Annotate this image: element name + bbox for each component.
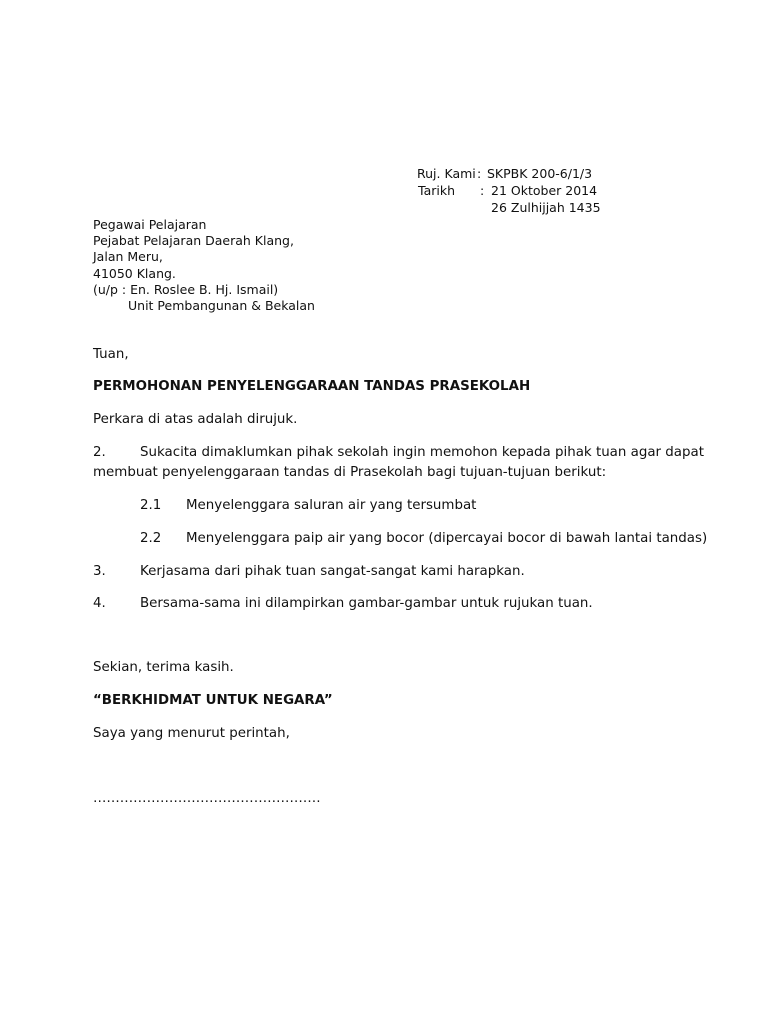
- closing-motto: “BERKHIDMAT UNTUK NEGARA”: [93, 693, 333, 708]
- reference-tarikh-value: 21 Oktober 2014: [491, 183, 598, 198]
- recipient-line: 41050 Klang.: [93, 266, 176, 281]
- paragraph-2-line-1: Sukacita dimaklumkan pihak sekolah ingin memohon kepada pihak tuan agar dapat: [140, 445, 704, 460]
- subitem-2-1-number: 2.1: [140, 498, 162, 513]
- recipient-line: Pejabat Pelajaran Daerah Klang,: [93, 233, 294, 248]
- closing-sign-off: Saya yang menurut perintah,: [93, 726, 290, 741]
- recipient-unit: Unit Pembangunan & Bekalan: [128, 298, 315, 313]
- recipient-line: (u/p : En. Roslee B. Hj. Ismail): [93, 282, 279, 297]
- recipient-line: Pegawai Pelajaran: [93, 217, 207, 232]
- reference-hijri-date: 26 Zulhijjah 1435: [491, 200, 601, 215]
- letter-subject: PERMOHONAN PENYELENGGARAAN TANDAS PRASEKOLAH: [93, 379, 531, 394]
- subitem-2-2-text: Menyelenggara paip air yang bocor (dipercayai bocor di bawah lantai tandas): [186, 531, 708, 546]
- paragraph-2-line-2: membuat penyelenggaraan tandas di Prasekolah bagi tujuan-tujuan berikut:: [93, 465, 607, 480]
- paragraph-2-number: 2.: [93, 445, 106, 460]
- reference-ruj-value: SKPBK 200-6/1/3: [487, 166, 593, 181]
- subitem-2-1-text: Menyelenggara saluran air yang tersumbat: [186, 498, 477, 513]
- paragraph-4-text: Bersama-sama ini dilampirkan gambar-gambar untuk rujukan tuan.: [140, 596, 593, 611]
- salutation: Tuan,: [93, 347, 129, 362]
- closing-thanks: Sekian, terima kasih.: [93, 660, 234, 675]
- paragraph-3-number: 3.: [93, 564, 106, 579]
- reference-tarikh-separator: :: [480, 183, 485, 198]
- reference-tarikh-label: Tarikh: [418, 183, 455, 198]
- reference-ruj-label: Ruj. Kami: [417, 166, 476, 181]
- recipient-line: Jalan Meru,: [93, 249, 163, 264]
- paragraph-1: Perkara di atas adalah dirujuk.: [93, 412, 298, 427]
- reference-ruj-separator: :: [477, 166, 482, 181]
- paragraph-4-number: 4.: [93, 596, 106, 611]
- subitem-2-2-number: 2.2: [140, 531, 162, 546]
- paragraph-3-text: Kerjasama dari pihak tuan sangat-sangat kami harapkan.: [140, 564, 525, 579]
- signature-line: ……………………………………………: [93, 791, 321, 806]
